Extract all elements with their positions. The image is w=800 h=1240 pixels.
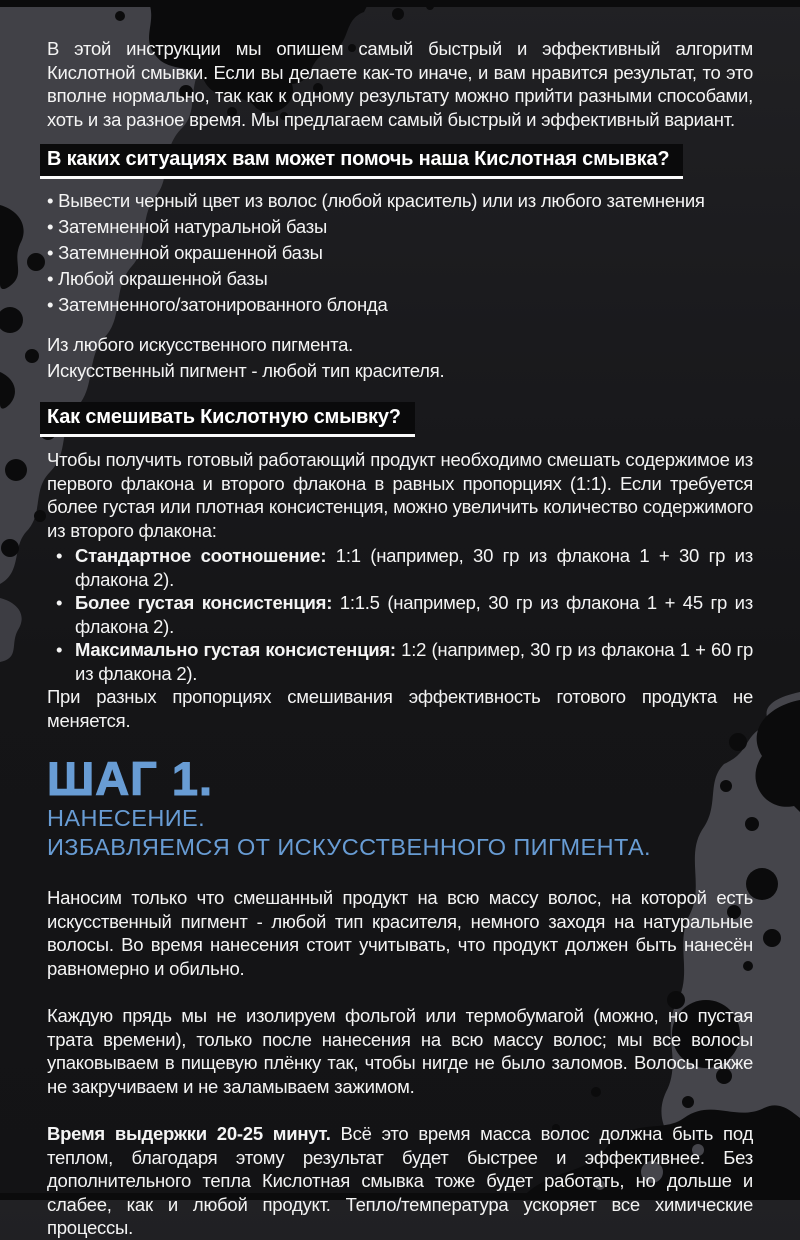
step1-section [47,754,753,862]
list-item: • Затемненной окрашенной базы [47,240,753,266]
mixing-paragraph: Чтобы получить готовый работающий продукт необходимо смешать содержимое из первого флакона и второго флакона в равных пропорциях (1:1). Если требуется более густая или плотная консистенция, можно увеличить количество содержимого из второго флакона: [47,449,753,541]
list-item: • Затемненного/затонированного блонда [47,292,753,318]
list-item [47,638,753,685]
ratio-text: 1:1.5 (например, 30 гр из флакона 1 + 45 гр из флакона 2). [75,592,754,637]
step1-subtitle-line1: НАНЕСЕНИЕ. [47,805,206,831]
pigment-note-line1: Из любого искусственного пигмента. [47,334,354,355]
list-item [47,544,753,591]
mixing-ratio-list [47,544,753,685]
step1-title: ШАГ 1. [47,752,214,805]
step1-subtitle-line2: ИЗБАВЛЯЕМСЯ ОТ ИСКУССТВЕННОГО ПИГМЕНТА. [47,834,651,860]
wrapping-paragraph: Каждую прядь мы не изолируем фольгой или термобумагой (можно, но пустая трата времени), только после нанесения на всю массу волос; мы все волосы упаковываем в пищевую плёнку так, чтобы нигде не было заломов. Волосы также не закручиваем и не заламываем зажимом. [47,1005,753,1097]
timing-bold-lead: Время выдержки 20-25 минут. [47,1123,331,1144]
situations-heading: В каких ситуациях вам может помочь наша Кислотная смывка? [40,144,683,179]
list-item: • Вывести черный цвет из волос (любой краситель) или из любого затемнения [47,188,753,214]
ratio-text: 1:1 (например, 30 гр из флакона 1 + 30 гр из флакона 2). [75,545,753,590]
timing-paragraph [47,1122,753,1240]
gray-blob-left [0,598,22,662]
ratio-label: Максимально густая консистенция: [75,639,396,660]
ratio-text: 1:2 (например, 30 гр из флакона 1 + 60 гр из флакона 2). [75,639,754,684]
application-paragraph: Наносим только что смешанный продукт на всю массу волос, на которой есть искусственный пигмент - любой тип красителя, немного заходя на натуральные волосы. Во время нанесения стоит учитывать, что продукт должен быть нанесён равномерно и обильно. [47,887,753,979]
ratio-label: Стандартное соотношение: [75,545,327,566]
mixing-note: При разных пропорциях смешивания эффективность готового продукта не меняется. [47,686,753,731]
timing-rest: Всё это время масса волос должна быть под теплом, благодаря этому результат будет быстрее и эффективнее. Без дополнительного тепла Кислотная смывка тоже будет работать, но дольше и слабее, как и любой продукт. Тепло/температура ускоряет все химические процессы. [47,1123,753,1238]
situations-list [47,188,753,318]
list-item: • Любой окрашенной базы [47,266,753,292]
intro-paragraph: В этой инструкции мы опишем самый быстрый и эффективный алгоритм Кислотной смывки. Если вы делаете как-то иначе, и вам нравится результат, то это вполне нормально, так как к одному результату можно прийти разными способами, хоть и за разное время. Мы предлагаем самый быстрый и эффективный вариант. [47,38,753,130]
mixing-heading: Как смешивать Кислотную смывку? [40,402,415,437]
pigment-note-line2: Искусственный пигмент - любой тип красителя. [47,360,445,381]
list-item: • Затемненной натуральной базы [47,214,753,240]
list-item [47,591,753,638]
instruction-document [47,0,753,1240]
ratio-label: Более густая консистенция: [75,592,333,613]
